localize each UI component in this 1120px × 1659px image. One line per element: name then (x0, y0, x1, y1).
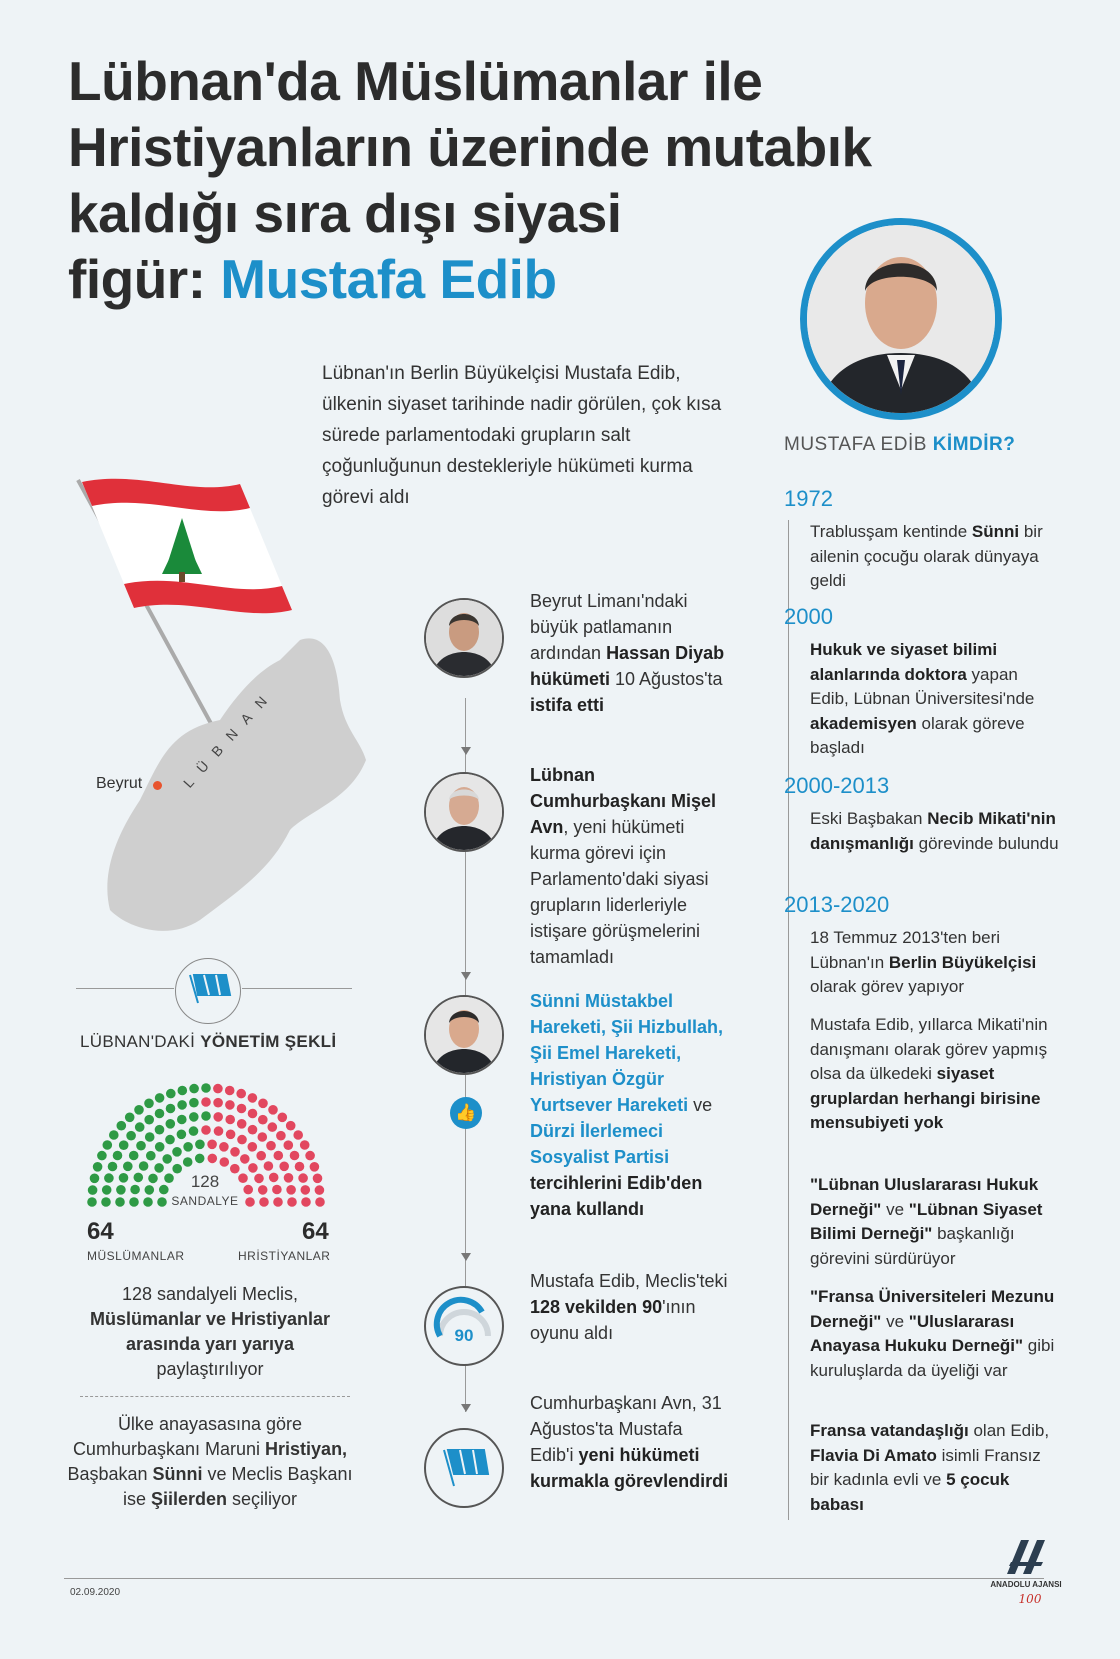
muslim-seat (129, 1197, 139, 1207)
title-line-2: Hristiyanların üzerinde mutabık (68, 116, 872, 178)
bio-entry-1972 (810, 520, 1060, 594)
text-part: Müslümanlar ve Hristiyanlar arasında yarı yarıya (89, 1309, 331, 1354)
christian-seat (243, 1185, 253, 1195)
muslim-seat (145, 1132, 155, 1142)
muslim-seat (145, 1185, 155, 1195)
muslim-label: MÜSLÜMANLAR (87, 1249, 185, 1263)
text-part: başkanlığı görevini sürdürüyor (810, 1224, 1015, 1268)
christian-seat (258, 1185, 268, 1195)
christian-seat (225, 1115, 235, 1125)
text-part: gibi kuruluşlarda da üyeliği var (810, 1336, 1055, 1380)
text-part: görevinde bulundu (913, 833, 1059, 853)
text-part: Ülke anayasasına göre Cumhurbaşkanı Maruni (72, 1414, 303, 1459)
christian-seat (268, 1105, 278, 1115)
christian-seat (264, 1161, 274, 1171)
christian-seat (290, 1151, 300, 1161)
divider (76, 988, 174, 989)
muslim-seat (90, 1174, 100, 1184)
christian-seat (284, 1140, 294, 1150)
christian-seat (237, 1135, 247, 1145)
year-2013-2020: 2013-2020 (784, 892, 890, 917)
muslim-seat (139, 1161, 149, 1171)
muslim-seat (103, 1140, 113, 1150)
muslim-seat (87, 1197, 97, 1207)
christian-seat (248, 1142, 258, 1152)
text-part: "Uluslararası Anayasa Hukuku Derneği" (810, 1311, 1024, 1355)
government-heading-bold: YÖNETİM ŞEKLİ (200, 1032, 337, 1051)
christian-seat (298, 1173, 308, 1183)
text-part: Eski Başbakan (810, 809, 928, 828)
constitution-text (60, 1412, 360, 1512)
christian-seat (236, 1089, 246, 1099)
christian-seat (301, 1197, 311, 1207)
bio-entry-2000 (810, 638, 1060, 761)
christian-seat (266, 1141, 276, 1151)
timeline-event-3 (530, 988, 730, 1222)
muslim-seat (159, 1185, 169, 1195)
christian-seat (300, 1140, 310, 1150)
muslim-seat (189, 1084, 199, 1094)
total-seats: 128 (190, 1172, 220, 1191)
text-part: Mustafa Edib, yıllarca Mikati'nin danışmanı olarak görev yapmış olsa da ülkedeki (810, 1015, 1048, 1083)
muslim-seat (109, 1130, 119, 1140)
government-heading-plain: LÜBNAN'DAKİ (80, 1032, 201, 1051)
muslim-seat (177, 1100, 187, 1110)
michel-aoun-portrait (424, 772, 504, 852)
text-part: Hristiyan, (265, 1439, 348, 1459)
bio-entry-family (810, 1419, 1060, 1517)
text-part: ve (881, 1311, 909, 1331)
bio-entry-2000-2013 (810, 807, 1060, 856)
arrow-down-icon (461, 972, 471, 980)
muslim-seat (166, 1089, 176, 1099)
text-part: Şiilerden (150, 1489, 228, 1509)
text-part: Trablusşam kentinde (810, 522, 972, 541)
arrow-down-icon (461, 1253, 471, 1261)
text-part: ve Meclis Başkanı ise (122, 1464, 353, 1509)
gauge-value: 90 (454, 1326, 474, 1345)
anadolu-agency-logo-icon (1003, 1536, 1048, 1578)
christian-seat (284, 1173, 294, 1183)
title-highlight: Mustafa Edib (220, 248, 557, 310)
timeline-event-5 (530, 1390, 730, 1494)
christian-seat (213, 1098, 223, 1108)
christian-seat (276, 1131, 286, 1141)
christian-seat (213, 1112, 223, 1122)
christian-seat (248, 1109, 258, 1119)
bio-entry-memberships (810, 1285, 1060, 1383)
text-part: isimli Fransız bir kadınla evli ve (810, 1445, 1041, 1489)
year-2000-2013: 2000-2013 (784, 773, 890, 798)
christian-seat (259, 1197, 269, 1207)
muslim-seat (148, 1174, 158, 1184)
muslim-seat (125, 1113, 135, 1123)
muslim-seat-count: 64 (87, 1218, 114, 1245)
text-part: 18 Temmuz 2013'ten beri Lübnan'ın (810, 928, 1001, 972)
christian-seat (269, 1173, 279, 1183)
bio-heading (784, 434, 1015, 456)
muslim-seat (189, 1098, 199, 1108)
hassan-diab-portrait (424, 598, 504, 678)
title-line-4: figür: (68, 248, 221, 310)
text-part: Sünni (971, 522, 1020, 541)
christian-seat (258, 1099, 268, 1109)
muslim-seat (183, 1157, 193, 1167)
muslim-seat (144, 1115, 154, 1125)
government-flag-icon (175, 958, 241, 1024)
muslim-seat (119, 1173, 129, 1183)
dashed-divider (80, 1396, 350, 1397)
anniversary-badge: 100 (1018, 1592, 1042, 1606)
text-part: Flavia Di Amato (810, 1445, 937, 1465)
text-part: 128 sandalyeli Meclis, (121, 1284, 299, 1304)
christian-seat (208, 1154, 218, 1164)
christian-seat (248, 1163, 258, 1173)
christian-seat (305, 1151, 315, 1161)
muslim-seat (144, 1099, 154, 1109)
bio-entry-affiliation (810, 1013, 1060, 1136)
muslim-seat (101, 1197, 111, 1207)
muslim-seat (164, 1173, 174, 1183)
vote-gauge-icon (424, 1286, 504, 1366)
beyrut-marker (153, 781, 162, 790)
christian-seat (268, 1122, 278, 1132)
text-part: Hukuk ve siyaset bilimi alanlarında doktora (810, 640, 998, 684)
flag-icon (424, 1428, 504, 1508)
seats-label: SANDALYE (171, 1194, 239, 1208)
muslim-seat (177, 1115, 187, 1125)
text-part: Berlin Büyükelçisi (888, 952, 1037, 972)
muslim-seat (177, 1130, 187, 1140)
muslim-seat (117, 1121, 127, 1131)
government-heading (80, 1032, 336, 1052)
christian-seat (254, 1174, 264, 1184)
bio-heading-bold: KİMDİR? (932, 434, 1016, 455)
text-part: ve (881, 1199, 909, 1219)
christian-seat (213, 1084, 223, 1094)
christian-seat (237, 1119, 247, 1129)
muslim-seat (155, 1093, 165, 1103)
text-part: yeni hükümeti kurmakla görevlendirdi (530, 1445, 729, 1491)
muslim-seat (178, 1086, 188, 1096)
text-part: istifa etti (530, 695, 605, 715)
muslim-seat (104, 1173, 114, 1183)
text-part: 5 çocuk babası (810, 1470, 1010, 1514)
muslim-seat (165, 1135, 175, 1145)
text-part: 10 Ağustos'ta (610, 669, 723, 689)
christian-seat (258, 1115, 268, 1125)
text-part: olan Edib, (968, 1421, 1050, 1440)
christian-seat (238, 1173, 248, 1183)
christian-seat (293, 1130, 303, 1140)
timeline-event-1 (530, 588, 730, 718)
muslim-seat (93, 1162, 103, 1172)
muslim-seat (134, 1173, 144, 1183)
mustafa-edib-small-portrait (424, 995, 504, 1075)
year-2000: 2000 (784, 604, 833, 629)
text-part: 128 vekilden 90 (530, 1297, 663, 1317)
text-part: ve (688, 1095, 713, 1115)
christian-seat (220, 1157, 230, 1167)
text-part: siyaset gruplardan herhangi birisine mensubiyeti yok (810, 1064, 1041, 1132)
christian-seat (286, 1121, 296, 1131)
muslim-seat (130, 1185, 140, 1195)
text-part: "Lübnan Uluslararası Hukuk Derneği" (810, 1175, 1039, 1219)
text-part: "Lübnan Siyaset Bilimi Derneği" (810, 1199, 1043, 1243)
muslim-seat (136, 1141, 146, 1151)
text-part: Necib Mikati'nin danışmanlığı (810, 809, 1056, 853)
bio-timeline-line (788, 520, 789, 1520)
muslim-seat (166, 1104, 176, 1114)
christian-seat (274, 1151, 284, 1161)
text-part: , yeni hükümeti kurma görevi için Parlamento'daki siyasi grupların liderleriyle istişare görüşmelerini tamamladı (530, 817, 709, 967)
muslim-seat (154, 1163, 164, 1173)
christian-seat (230, 1147, 240, 1157)
text-part: seçiliyor (227, 1489, 298, 1509)
christian-seat (287, 1197, 297, 1207)
christian-seat (226, 1130, 236, 1140)
christian-seat-count: 64 (302, 1218, 329, 1245)
text-part: Hassan Diyab hükümeti (530, 643, 725, 689)
muslim-seat (155, 1109, 165, 1119)
text-part: yapan Edib, Lübnan Üniversitesi'nde (810, 664, 1035, 708)
muslim-seat (113, 1151, 123, 1161)
christian-seat (272, 1185, 282, 1195)
muslim-seat (134, 1105, 144, 1115)
year-1972: 1972 (784, 486, 833, 511)
divider (242, 988, 352, 989)
muslim-seat (115, 1197, 125, 1207)
bio-entry-2013-2020 (810, 926, 1060, 1000)
muslim-seat (201, 1111, 211, 1121)
muslim-seat (88, 1185, 98, 1195)
christian-seat (237, 1104, 247, 1114)
mustafa-edib-portrait (800, 218, 1002, 420)
text-part: Dürzi İlerlemeci Sosyalist Partisi (530, 1121, 670, 1167)
christian-seat (219, 1142, 229, 1152)
text-part: "Fransa Üniversiteleri Mezunu Derneği" (810, 1287, 1055, 1331)
title-line-3: kaldığı sıra dışı siyasi (68, 182, 622, 244)
christian-seat (201, 1097, 211, 1107)
christian-seat (248, 1125, 258, 1135)
bio-entry-associations (810, 1173, 1060, 1271)
muslim-seat (126, 1131, 136, 1141)
christian-seat (315, 1197, 325, 1207)
text-part: Cumhurbaşkanı Avn, 31 Ağustos'ta Mustafa Edib'i (530, 1393, 722, 1465)
christian-seat (301, 1185, 311, 1195)
text-part: paylaştırılıyor (156, 1359, 264, 1379)
beyrut-label: Beyrut (96, 775, 143, 792)
christian-label: HRİSTİYANLAR (238, 1249, 331, 1263)
intro-paragraph: Lübnan'ın Berlin Büyükelçisi Mustafa Edib, ülkenin siyaset tarihinde nadir görülen, çok kısa sürede parlamentodaki grupların salt çoğunluğunun destekleriyle hükümeti kurma görevi aldı (322, 363, 722, 508)
christian-seat (295, 1162, 305, 1172)
title-line-1: Lübnan'da Müslümanlar ile (68, 50, 763, 112)
timeline-event-4 (530, 1268, 730, 1346)
christian-seat (214, 1126, 224, 1136)
muslim-seat (119, 1140, 129, 1150)
muslim-seat (172, 1147, 182, 1157)
muslim-seat (162, 1154, 172, 1164)
thumbs-up-icon: 👍 (450, 1097, 482, 1129)
muslim-seat (143, 1197, 153, 1207)
text-part: Fransa vatandaşlığı (810, 1421, 969, 1440)
christian-seat (225, 1086, 235, 1096)
christian-seat (278, 1113, 288, 1123)
text-part: akademisyen (810, 713, 917, 733)
text-part: Sünni (152, 1464, 203, 1484)
muslim-seat (155, 1142, 165, 1152)
muslim-seat (189, 1112, 199, 1122)
christian-seat (310, 1162, 320, 1172)
christian-seat (225, 1100, 235, 1110)
muslim-seat (201, 1083, 211, 1093)
text-part: bir ailenin çocuğu olarak dünyaya geldi (810, 522, 1043, 590)
text-part: tercihlerini Edib'den yana kullandı (530, 1173, 703, 1219)
muslim-seat (135, 1122, 145, 1132)
text-part: olarak görev yapıyor (810, 977, 965, 996)
muslim-seat (155, 1125, 165, 1135)
christian-seat (315, 1185, 325, 1195)
publish-date: 02.09.2020 (70, 1587, 121, 1598)
muslim-seat (123, 1162, 133, 1172)
text-part: Sünni Müstakbel Hareketi, Şii Hizbullah, Şii Emel Hareketi, Hristiyan Özgür Yurtsever Hareketi (530, 991, 724, 1115)
arrow-down-icon (461, 747, 471, 755)
text-part: Başbakan (67, 1464, 153, 1484)
christian-seat (201, 1125, 211, 1135)
muslim-seat (195, 1140, 205, 1150)
muslim-seat (183, 1142, 193, 1152)
muslim-seat (146, 1151, 156, 1161)
muslim-seat (97, 1151, 107, 1161)
christian-seat (286, 1185, 296, 1195)
seat-distribution-text (60, 1282, 360, 1382)
footer-divider (64, 1578, 1044, 1579)
country-label: LÜBNAN (180, 684, 279, 791)
christian-seat (207, 1140, 217, 1150)
muslim-seat (129, 1151, 139, 1161)
text-part: olarak göreve başladı (810, 713, 1025, 757)
logo-text: ANADOLU AJANSI (990, 1580, 1062, 1589)
muslim-seat (102, 1185, 112, 1195)
christian-seat (240, 1154, 250, 1164)
christian-seat (256, 1151, 266, 1161)
muslim-seat (108, 1162, 118, 1172)
muslim-seat (116, 1185, 126, 1195)
text-part: Mustafa Edib, Meclis'teki (530, 1271, 728, 1291)
christian-seat (313, 1174, 323, 1184)
christian-seat (258, 1132, 268, 1142)
text-part: Beyrut Limanı'ndaki büyük patlamanın ardından (530, 591, 688, 663)
text-part: Lübnan Cumhurbaşkanı Mişel Avn (530, 765, 717, 837)
bio-heading-plain: MUSTAFA EDİB (784, 434, 933, 455)
muslim-seat (195, 1154, 205, 1164)
muslim-seat (189, 1126, 199, 1136)
timeline-event-2 (530, 762, 730, 970)
muslim-seat (166, 1119, 176, 1129)
text-part: 'ının oyunu aldı (530, 1297, 696, 1343)
christian-seat (248, 1093, 258, 1103)
christian-seat (273, 1197, 283, 1207)
arrow-down-icon (461, 1404, 471, 1412)
christian-seat (279, 1162, 289, 1172)
